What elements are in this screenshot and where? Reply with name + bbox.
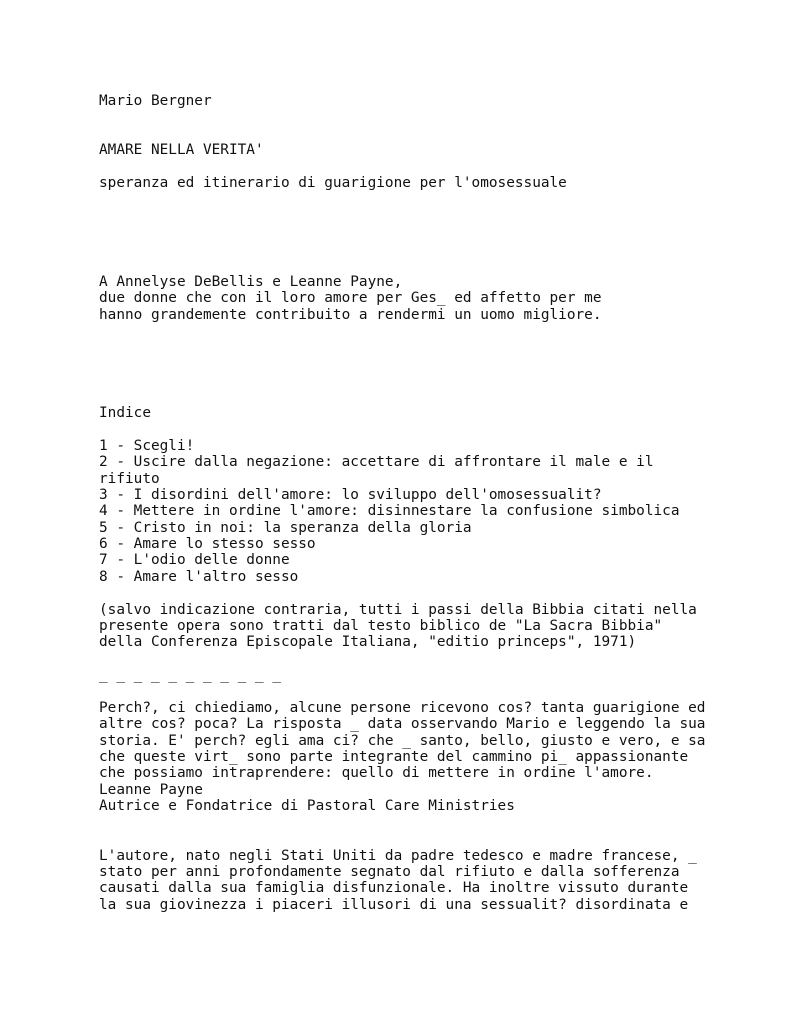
foreword-line: che queste virt_ sono parte integrante del cammino pi_ appassionante — [99, 749, 689, 765]
about-author-line: stato per anni profondamente segnato dal rifiuto e dalla sofferenza — [99, 864, 680, 880]
bible-note-line: della Conferenza Episcopale Italiana, "editio princeps", 1971) — [99, 634, 637, 650]
bible-note-line: presente opera sono tratti dal testo biblico de "La Sacra Bibbia" — [99, 618, 663, 634]
book-subtitle: speranza ed itinerario di guarigione per l'omosessuale — [99, 175, 567, 191]
foreword-line: Perch?, ci chiediamo, alcune persone ricevono cos? tanta guarigione ed — [99, 700, 706, 716]
index-item: 6 - Amare lo stesso sesso — [99, 536, 316, 552]
about-author-line: causati dalla sua famiglia disfunzionale. Ha inoltre vissuto durante — [99, 880, 689, 896]
foreword-signature-role: Autrice e Fondatrice di Pastoral Care Ministries — [99, 798, 515, 814]
dedication-line: due donne che con il loro amore per Ges_ ed affetto per me — [99, 290, 602, 306]
section-separator: _ _ _ _ _ _ _ _ _ _ _ — [99, 667, 281, 683]
index-item: 8 - Amare l'altro sesso — [99, 569, 299, 585]
index-item: 1 - Scegli! — [99, 438, 195, 454]
author-name: Mario Bergner — [99, 93, 212, 109]
about-author-line: L'autore, nato negli Stati Uniti da padre tedesco e madre francese, _ — [99, 848, 697, 864]
index-heading: Indice — [99, 405, 151, 421]
dedication-line: A Annelyse DeBellis e Leanne Payne, — [99, 274, 403, 290]
foreword-line: storia. E' perch? egli ama ci? che _ santo, bello, giusto e vero, e sa — [99, 733, 706, 749]
foreword-line: che possiamo intraprendere: quello di mettere in ordine l'amore. — [99, 765, 654, 781]
book-title: AMARE NELLA VERITA' — [99, 142, 264, 158]
index-item: rifiuto — [99, 471, 160, 487]
index-item: 4 - Mettere in ordine l'amore: disinnestare la confusione simbolica — [99, 503, 680, 519]
about-author-line: la sua giovinezza i piaceri illusori di una sessualit? disordinata e — [99, 897, 689, 913]
index-item: 2 - Uscire dalla negazione: accettare di affrontare il male e il — [99, 454, 654, 470]
foreword-line: altre cos? poca? La risposta _ data osservando Mario e leggendo la sua — [99, 716, 706, 732]
dedication-line: hanno grandemente contribuito a rendermi un uomo migliore. — [99, 307, 602, 323]
index-item: 7 - L'odio delle donne — [99, 552, 290, 568]
index-item: 3 - I disordini dell'amore: lo sviluppo dell'omosessualit? — [99, 487, 602, 503]
foreword-signature: Leanne Payne — [99, 782, 203, 798]
index-item: 5 - Cristo in noi: la speranza della gloria — [99, 520, 472, 536]
bible-note-line: (salvo indicazione contraria, tutti i passi della Bibbia citati nella — [99, 602, 697, 618]
